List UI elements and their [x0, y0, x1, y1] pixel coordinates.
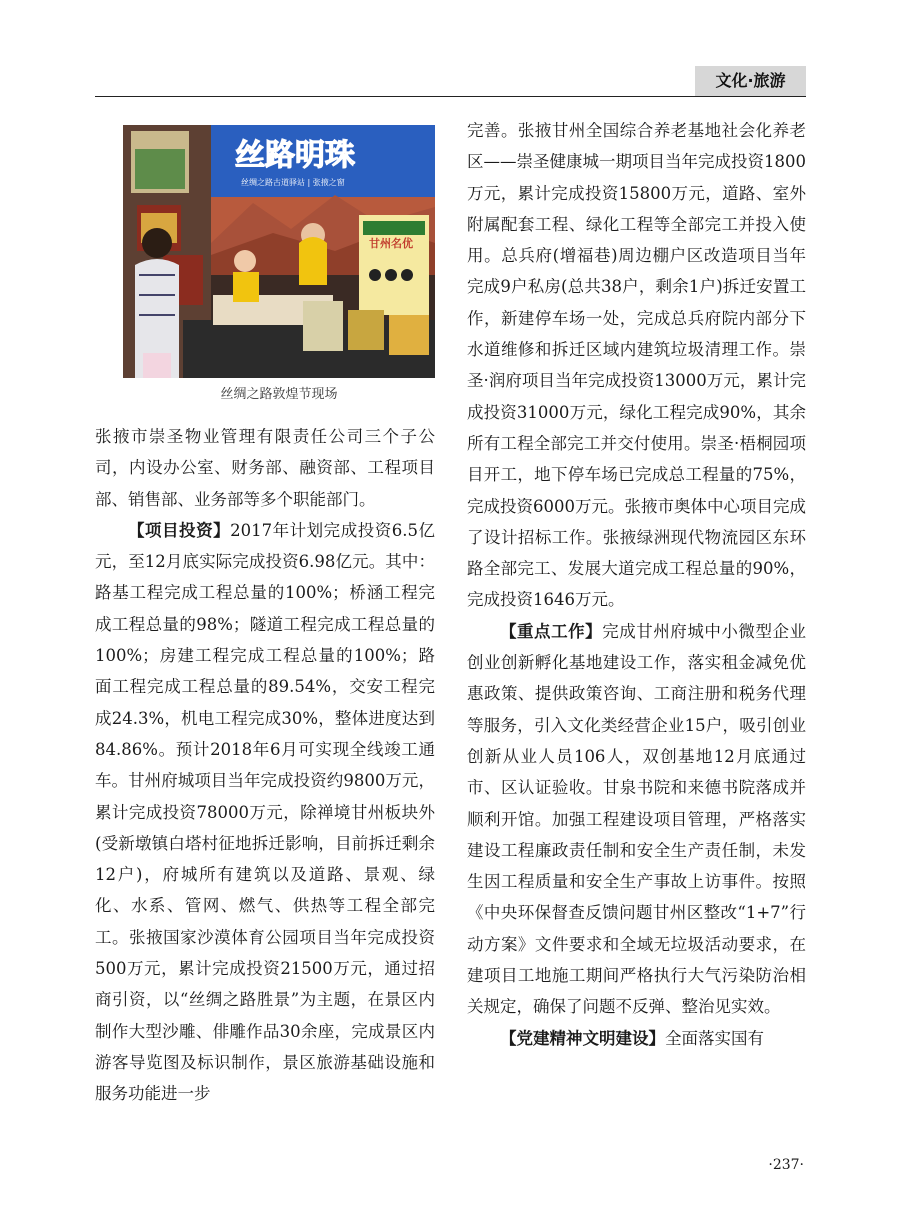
paragraph-investment-body: 2017年计划完成投资6.5亿元，至12月底实际完成投资6.98亿元。其中：路基工程完成工程总量的100%；桥涵工程完成工程总量的98%；隧道工程完成工程总量的100%；房建工程完成工程总量的100%；路面工程完成工程总量的89.54%，交安工程完成24.3%，机电工程完成30%，整体进度达到84.86%。预计2018年6月可实现全线竣工通车。甘州府城项目当年完成投资约9800万元，累计完成投资78000万元，除禅境甘州板块外(受新墩镇白塔村征地拆迁影响，目前拆迁剩余12户)，府城所有建筑以及道路、景观、绿化、水系、管网、燃气、供热等工程全部完工。张掖国家沙漠体育公园项目当年完成投资500万元，累计完成投资21500万元，通过招商引资，以“丝绸之路胜景”为主题，在景区内制作大型沙雕、俳雕作品30余座，完成景区内游客导览图及标识制作，景区旅游基础设施和服务功能进一步 — [95, 520, 436, 1104]
page-number: ·237· — [768, 1157, 804, 1173]
paragraph-party-building — [467, 1023, 806, 1054]
section-heading-key-work: 【重点工作】 — [500, 621, 603, 641]
paragraph-key-work-body: 完成甘州府城中小微型企业创业创新孵化基地建设工作，落实租金减免优惠政策、提供政策咨询、工商注册和税务代理等服务，引入文化类经营企业15户，吸引创业创新从业人员106人，双创基地12月底通过市、区认证验收。甘泉书院和来德书院落成并顺利开馆。加强工程建设项目管理，严格落实建设工程廉政责任制和安全生产责任制，未发生因工程质量和安全生产事故上访事件。按照《中央环保督查反馈问题甘州区整改“1+7”行动方案》文件要求和全域无垃圾活动要求，在建项目工地施工期间严格执行大气污染防治相关规定，确保了问题不反弹、整治见实效。 — [467, 621, 807, 1017]
booth-sign: 甘州名优 — [369, 237, 413, 250]
banner-subtitle: 丝绸之路古道驿站 | 张掖之窗 — [241, 178, 345, 187]
section-heading-party-building: 【党建精神文明建设】 — [500, 1028, 665, 1048]
paragraph-key-work — [467, 616, 806, 1023]
paragraph-party-building-body: 全面落实国有 — [665, 1028, 764, 1048]
figure-caption: 丝绸之路敦煌节现场 — [220, 387, 338, 402]
right-column — [467, 115, 806, 1054]
exhibition-photo — [123, 125, 435, 378]
paragraph-project-investment — [95, 515, 435, 1110]
paragraph-investment-continued: 完善。张掖甘州全国综合养老基地社会化养老区——崇圣健康城一期项目当年完成投资1800万元，累计完成投资15800万元，道路、室外附属配套工程、绿化工程等全部完工并投入使用。总兵府(增福巷)周边棚户区改造项目当年完成9户私房(总共38户，剩余1户)拆迁安置工作，新建停车场一处，完成总兵府院内部分下水道维修和拆迁区域内建筑垃圾清理工作。崇圣·润府项目当年完成投资13000万元，累计完成投资31000万元，绿化工程完成90%，其余所有工程全部完工并交付使用。崇圣·梧桐园项目开工，地下停车场已完成总工程量的75%，完成投资6000万元。张掖市奥体中心项目完成了设计招标工作。张掖绿洲现代物流园区东环路全部完工、发展大道完成工程总量的90%，完成投资1646万元。 — [467, 121, 806, 610]
section-heading-investment: 【项目投资】 — [128, 520, 231, 540]
banner-title: 丝路明珠 — [235, 138, 355, 173]
section-tab: 文化·旅游 — [695, 66, 806, 96]
left-column — [95, 421, 435, 1110]
paragraph-company: 张掖市崇圣物业管理有限责任公司三个子公司，内设办公室、财务部、融资部、工程项目部、销售部、业务部等多个职能部门。 — [95, 427, 435, 509]
header-rule — [95, 96, 806, 97]
